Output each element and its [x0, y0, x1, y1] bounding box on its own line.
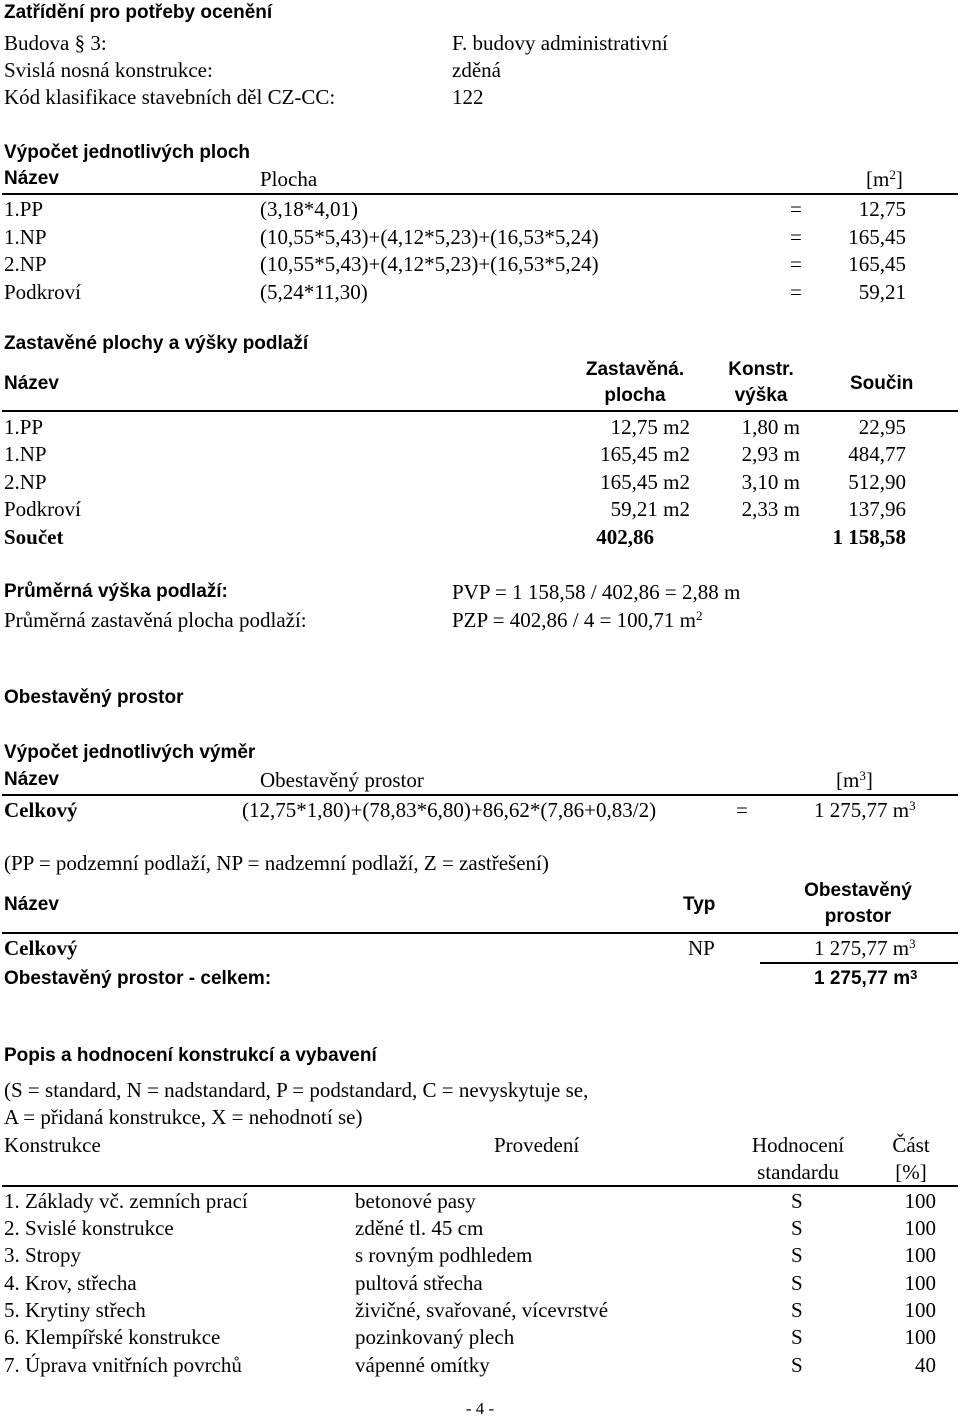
construction-row-name: 6. Klempířské konstrukce	[4, 1325, 221, 1349]
construction-row-execution: živičné, svařované, vícevrstvé	[355, 1298, 609, 1322]
constructions-heading: Popis a hodnocení konstrukcí a vybavení	[4, 1045, 377, 1066]
classification-value: 122	[452, 85, 484, 109]
construction-row-execution: betonové pasy	[355, 1189, 476, 1213]
construction-row-rating: S	[791, 1298, 803, 1322]
construction-row-part: 100	[904, 1298, 936, 1322]
avg-area-label: Průměrná zastavěná plocha podlaží:	[4, 608, 307, 632]
floor-row-area: 12,75 m2	[610, 415, 690, 439]
floors-col-product: Součin	[850, 373, 914, 394]
area-row-eq: =	[790, 225, 802, 249]
construction-row-part: 100	[904, 1216, 936, 1240]
construction-row-rating: S	[791, 1325, 803, 1349]
construction-row-rating: S	[791, 1243, 803, 1267]
volume-total-label: Obestavěný prostor - celkem:	[4, 968, 272, 989]
floors-col-height: Konstr. výška	[728, 359, 794, 406]
construction-row-name: 7. Úprava vnitřních povrchů	[4, 1353, 242, 1377]
area-row-eq: =	[790, 252, 802, 276]
construction-row-part: 100	[904, 1271, 936, 1295]
volume-row-formula: (12,75*1,80)+(78,83*6,80)+86,62*(7,86+0,83/2)	[242, 798, 657, 822]
area-row-value: 59,21	[858, 280, 906, 304]
floor-row-product: 22,95	[858, 415, 906, 439]
construction-row-part: 100	[904, 1189, 936, 1213]
floor-row-area: 59,21 m2	[610, 497, 690, 521]
floors-sum-product: 1 158,58	[832, 525, 906, 549]
area-row-value: 165,45	[848, 252, 906, 276]
construction-row-execution: vápenné omítky	[355, 1353, 490, 1377]
volume-t2-row-name: Celkový	[4, 936, 78, 960]
area-row-value: 165,45	[848, 225, 906, 249]
floors-sum-area: 402,86	[596, 525, 654, 549]
floor-row-name: 1.PP	[4, 415, 44, 439]
classification-label: Kód klasifikace stavebních děl CZ-CC:	[4, 85, 336, 109]
constructions-legend: A = přidaná konstrukce, X = nehodnotí se)	[4, 1105, 363, 1129]
construction-row-execution: pultová střecha	[355, 1271, 483, 1295]
areas-col-unit: $[m^2]$	[866, 167, 903, 191]
construction-row-execution: zděné tl. 45 cm	[355, 1216, 484, 1240]
classification-heading: Zatřídění pro potřeby ocenění	[4, 2, 273, 23]
construction-row-part: 100	[904, 1243, 936, 1267]
floors-heading: Zastavěné plochy a výšky podlaží	[4, 333, 309, 354]
avg-height-value: PVP = 1 158,58 / 402,86 = 2,88 m	[452, 580, 741, 604]
constructions-col-rating: Hodnocení standardu	[751, 1133, 845, 1184]
volume-col-unit: $[m^3]$	[836, 768, 873, 792]
floor-row-name: Podkroví	[4, 497, 82, 521]
construction-row-part: 100	[904, 1325, 936, 1349]
volume-t2-col-name: Název	[4, 894, 59, 915]
area-row-value: 12,75	[858, 197, 906, 221]
floor-row-product: 137,96	[848, 497, 906, 521]
area-row-name: 1.PP	[4, 197, 44, 221]
volume-t2-col-vol: Obestavěný prostor	[804, 880, 912, 927]
constructions-col-execution: Provedení	[494, 1133, 580, 1157]
volume-row-name: Celkový	[4, 798, 78, 822]
floor-row-area: 165,45 m2	[600, 470, 690, 494]
avg-area-value: PZP = 402,86 / 4 = 100,71 $m^2$	[452, 608, 703, 632]
avg-height-label: Průměrná výška podlaží:	[4, 581, 228, 602]
area-row-formula: (10,55*5,43)+(4,12*5,23)+(16,53*5,24)	[260, 252, 599, 276]
divider	[760, 962, 958, 964]
floors-col-area: Zastavěná. plocha	[585, 359, 685, 406]
floor-row-area: 165,45 m2	[600, 442, 690, 466]
floor-row-height: 1,80 m	[741, 415, 800, 439]
floor-row-height: 2,33 m	[741, 497, 800, 521]
volume-row-eq: =	[736, 798, 748, 822]
divider	[2, 932, 958, 934]
construction-row-rating: S	[791, 1216, 803, 1240]
floor-row-name: 2.NP	[4, 470, 47, 494]
floors-col-name: Název	[4, 373, 59, 394]
volume-legend: (PP = podzemní podlaží, NP = nadzemní podlaží, Z = zastřešení)	[4, 851, 549, 875]
area-row-formula: (10,55*5,43)+(4,12*5,23)+(16,53*5,24)	[260, 225, 599, 249]
construction-row-rating: S	[791, 1271, 803, 1295]
volume-total-value: 1 275,77 $m^3$	[814, 967, 918, 989]
volume-t2-row-value: 1 275,77 $m^3$	[814, 936, 916, 960]
classification-label: Svislá nosná konstrukce:	[4, 58, 213, 82]
divider	[2, 794, 958, 796]
floors-sum-label: Součet	[4, 525, 64, 549]
constructions-col-part: Část [%]	[892, 1133, 930, 1184]
area-row-eq: =	[790, 197, 802, 221]
floor-row-height: 3,10 m	[741, 470, 800, 494]
construction-row-execution: s rovným podhledem	[355, 1243, 533, 1267]
construction-row-name: 1. Základy vč. zemních prací	[4, 1189, 248, 1213]
area-row-name: 1.NP	[4, 225, 47, 249]
area-row-formula: (5,24*11,30)	[260, 280, 368, 304]
area-row-name: 2.NP	[4, 252, 47, 276]
divider	[2, 193, 958, 195]
divider	[2, 1185, 958, 1187]
areas-col-area: Plocha	[260, 167, 318, 191]
area-row-name: Podkroví	[4, 280, 82, 304]
construction-row-rating: S	[791, 1189, 803, 1213]
construction-row-name: 4. Krov, střecha	[4, 1271, 137, 1295]
constructions-col-construction: Konstrukce	[4, 1133, 101, 1157]
floor-row-name: 1.NP	[4, 442, 47, 466]
construction-row-rating: S	[791, 1353, 803, 1377]
volume-heading: Obestavěný prostor	[4, 687, 184, 708]
floor-row-height: 2,93 m	[741, 442, 800, 466]
construction-row-part: 40	[915, 1353, 936, 1377]
volume-t2-col-type: Typ	[683, 894, 716, 915]
area-row-eq: =	[790, 280, 802, 304]
volume-t2-row-type: NP	[688, 936, 715, 960]
volume-row-value: 1 275,77 $m^3$	[814, 798, 916, 822]
constructions-legend: (S = standard, N = nadstandard, P = podstandard, C = nevyskytuje se,	[4, 1078, 589, 1102]
volume-subheading: Výpočet jednotlivých výměr	[4, 742, 256, 763]
page-number: - 4 -	[465, 1399, 495, 1418]
floor-row-product: 484,77	[848, 442, 906, 466]
floor-row-product: 512,90	[848, 470, 906, 494]
construction-row-name: 2. Svislé konstrukce	[4, 1216, 174, 1240]
volume-col-name: Název	[4, 769, 59, 790]
classification-value: F. budovy administrativní	[452, 31, 668, 55]
volume-col-vol: Obestavěný prostor	[260, 768, 424, 792]
areas-col-name: Název	[4, 168, 59, 189]
area-row-formula: (3,18*4,01)	[260, 197, 358, 221]
areas-heading: Výpočet jednotlivých ploch	[4, 142, 250, 163]
classification-value: zděná	[452, 58, 501, 82]
construction-row-execution: pozinkovaný plech	[355, 1325, 515, 1349]
construction-row-name: 3. Stropy	[4, 1243, 82, 1267]
divider	[2, 410, 958, 412]
construction-row-name: 5. Krytiny střech	[4, 1298, 146, 1322]
classification-label: Budova § 3:	[4, 31, 107, 55]
